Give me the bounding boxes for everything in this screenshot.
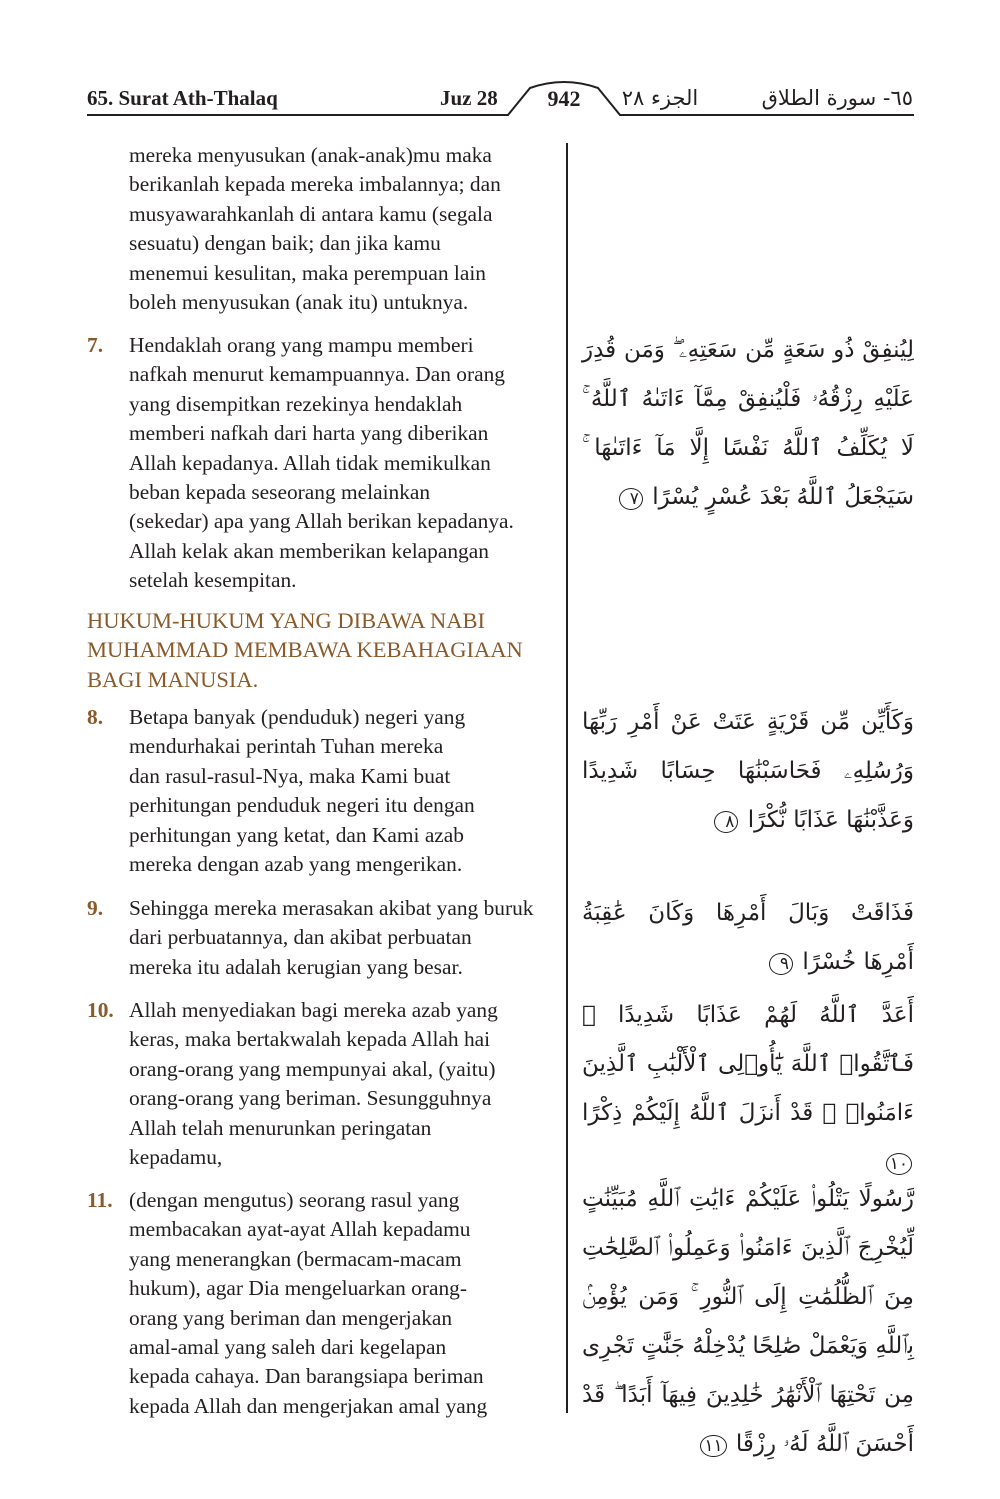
verse-arabic-10 bbox=[582, 991, 914, 1187]
header-juz-arabic: الجزء ٢٨ bbox=[621, 86, 699, 110]
verse-number: 8. bbox=[87, 705, 104, 729]
header-surah-latin: 65. Surat Ath-Thalaq bbox=[87, 86, 278, 110]
text-line: Sehingga mereka merasakan akibat yang buruk bbox=[129, 896, 534, 920]
header-surah-arabic: ٦٥- سورة الطلاق bbox=[761, 86, 913, 110]
text-line: keras, maka bertakwalah kepada Allah hai bbox=[129, 1027, 491, 1052]
verse-number: 9. bbox=[87, 896, 104, 920]
text-line: memberi nafkah dari harta yang diberikan bbox=[129, 421, 489, 446]
verse-number: 11. bbox=[87, 1188, 113, 1212]
ayah-number-mark: ١١ bbox=[700, 1435, 726, 1457]
text-line: orang-orang yang beriman. Sesungguhnya bbox=[129, 1086, 492, 1111]
text-line: (dengan mengutus) seorang rasul yang bbox=[129, 1188, 460, 1212]
ayah-number-mark: ١٠ bbox=[886, 1153, 912, 1175]
text-line: orang-orang yang mempunyai akal, (yaitu) bbox=[129, 1056, 496, 1081]
verse-continuation bbox=[129, 141, 559, 317]
text-line: musyawarahkanlah di antara kamu (segala bbox=[129, 201, 493, 226]
text-line: dari perbuatannya, dan akibat perbuatan bbox=[129, 925, 472, 950]
heading-line: BAGI MANUSIA. bbox=[87, 666, 259, 692]
arabic-text: وَكَأَيِّن مِّن قَرْيَةٍ عَتَتْ عَنْ أَمْرِ رَبِّهَا وَرُسُلِهِۦ فَحَاسَبْنَٰهَا حِسَابًا شَدِيدًا وَعَذَّبْنَٰهَا عَذَابًا نُّكْرًا bbox=[582, 709, 914, 833]
column-divider bbox=[566, 143, 568, 1413]
verse-arabic-8 bbox=[582, 698, 914, 845]
text-line: hukum), agar Dia mengeluarkan orang- bbox=[129, 1276, 467, 1301]
text-line: yang disempitkan rezekinya hendaklah bbox=[129, 391, 463, 416]
arabic-text: فَذَاقَتْ وَبَالَ أَمْرِهَا وَكَانَ عَٰقِبَةُ أَمْرِهَا خُسْرًا bbox=[582, 900, 914, 975]
text-line: yang menerangkan (bermacam-macam bbox=[129, 1246, 462, 1271]
verse-arabic-11 bbox=[582, 1175, 914, 1469]
text-line: Allah kepadanya. Allah tidak memikulkan bbox=[129, 450, 491, 475]
text-line: Allah telah menurunkan peringatan bbox=[129, 1115, 432, 1140]
text-line: nafkah menurut kemampuannya. Dan orang bbox=[129, 362, 505, 387]
text-line: kepadamu, bbox=[129, 1145, 223, 1170]
verse-number: 7. bbox=[87, 333, 104, 357]
text-line: membacakan ayat-ayat Allah kepadamu bbox=[129, 1217, 471, 1242]
text-line: Allah kelak akan memberikan kelapangan bbox=[129, 538, 489, 563]
text-line: boleh menyusukan (anak itu) untuknya. bbox=[129, 290, 469, 315]
ayah-number-mark: ٨ bbox=[714, 811, 738, 833]
arabic-text: أَعَدَّ ٱللَّهُ لَهُمْ عَذَابًا شَدِيدًا ۖ فَٱتَّقُوا۟ ٱللَّهَ يَٰٓأُو۟لِى ٱلْأَلْبَٰبِ ٱلَّذِينَ ءَامَنُوا۟ ۚ قَدْ أَنزَلَ ٱللَّهُ إِلَيْكُمْ ذِكْرًا bbox=[582, 1002, 914, 1126]
text-line: sesuatu) dengan baik; dan jika kamu bbox=[129, 231, 441, 256]
text-line: mendurhakai perintah Tuhan mereka bbox=[129, 734, 444, 759]
text-line: perhitungan penduduk negeri itu dengan bbox=[129, 793, 475, 818]
text-line: Hendaklah orang yang mampu memberi bbox=[129, 333, 474, 357]
section-heading bbox=[87, 606, 557, 694]
arabic-text: رَّسُولًا يَتْلُوا۟ عَلَيْكُمْ ءَايَٰتِ ٱللَّهِ مُبَيِّنَٰتٍ لِّيُخْرِجَ ٱلَّذِينَ ءَامَنُوا۟ وَعَمِلُوا۟ ٱلصَّٰلِحَٰتِ مِنَ ٱلظُّلُمَٰتِ إِلَى ٱلنُّورِ ۚ وَمَن يُؤْمِنۢ بِٱللَّهِ وَيَعْمَلْ صَٰلِحًا يُدْخِلْهُ جَنَّٰتٍ تَجْرِى مِن تَحْتِهَا ٱلْأَنْهَٰرُ خَٰلِدِينَ فِيهَآ أَبَدًا ۖ قَدْ أَحْسَنَ ٱللَّهُ لَهُۥ رِزْقًا bbox=[582, 1186, 914, 1457]
page-number: 942 bbox=[547, 86, 581, 111]
text-line: beban kepada seseorang melainkan bbox=[129, 480, 431, 505]
text-line: amal-amal yang saleh dari kegelapan bbox=[129, 1335, 447, 1360]
text-line: Allah menyediakan bagi mereka azab yang bbox=[129, 998, 498, 1022]
text-line: mereka dengan azab yang mengerikan. bbox=[129, 852, 463, 877]
text-line: (sekedar) apa yang Allah berikan kepadanya. bbox=[129, 509, 514, 534]
text-line: perhitungan yang ketat, dan Kami azab bbox=[129, 822, 464, 847]
text-line: kepada cahaya. Dan barangsiapa beriman bbox=[129, 1364, 484, 1389]
text-line: berikanlah kepada mereka imbalannya; dan bbox=[129, 172, 501, 197]
text-line: menemui kesulitan, maka perempuan lain bbox=[129, 260, 486, 285]
text-line: dan rasul-rasul-Nya, maka Kami buat bbox=[129, 763, 451, 788]
text-line: mereka itu adalah kerugian yang besar. bbox=[129, 954, 463, 979]
text-line: setelah kesempitan. bbox=[129, 568, 297, 593]
text-line: kepada Allah dan mengerjakan amal yang bbox=[129, 1393, 488, 1418]
heading-line: MUHAMMAD MEMBAWA KEBAHAGIAAN bbox=[87, 637, 523, 663]
ayah-number-mark: ٧ bbox=[619, 488, 643, 510]
text-line: mereka menyusukan (anak-anak)mu maka bbox=[129, 143, 492, 167]
ayah-number-mark: ٩ bbox=[769, 953, 793, 975]
heading-line: HUKUM-HUKUM YANG DIBAWA NABI bbox=[87, 608, 485, 633]
text-line: orang yang beriman dan mengerjakan bbox=[129, 1305, 453, 1330]
verse-arabic-7 bbox=[582, 326, 914, 522]
verse-arabic-9 bbox=[582, 889, 914, 987]
header-juz-latin: Juz 28 bbox=[440, 86, 498, 110]
arabic-text: لِيُنفِقْ ذُو سَعَةٍ مِّن سَعَتِهِۦ ۖ وَمَن قُدِرَ عَلَيْهِ رِزْقُهُۥ فَلْيُنفِقْ مِمَّآ ءَاتَىٰهُ ٱللَّهُ ۚ لَا يُكَلِّفُ ٱللَّهُ نَفْسًا إِلَّا مَآ ءَاتَىٰهَا ۚ سَيَجْعَلُ ٱللَّهُ بَعْدَ عُسْرٍ يُسْرًا bbox=[582, 337, 914, 510]
verse-number: 10. bbox=[87, 998, 114, 1022]
text-line: Betapa banyak (penduduk) negeri yang bbox=[129, 705, 466, 729]
